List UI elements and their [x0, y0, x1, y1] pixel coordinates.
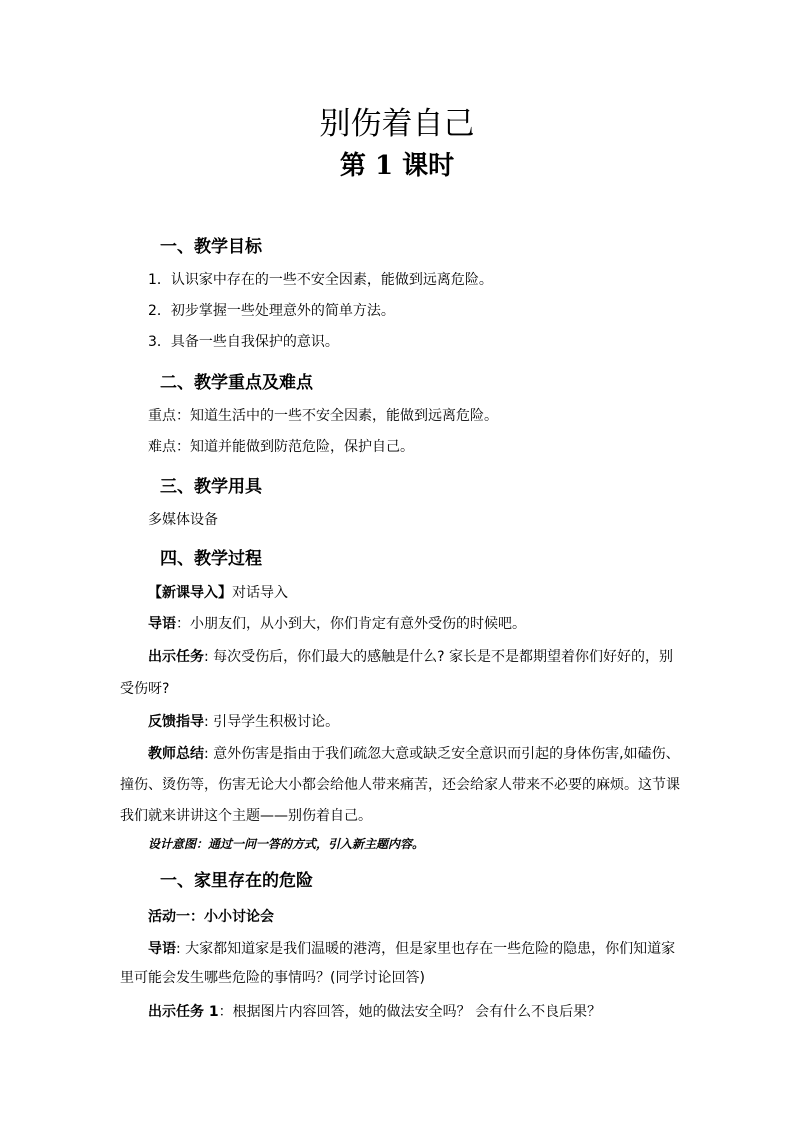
task-label: 出示任务	[148, 649, 204, 665]
part-heading-home-dangers: 一、家里存在的危险	[160, 871, 313, 891]
summary-text-1: : 意外伤害是指由于我们疏忽大意或缺乏安全意识而引起的身体伤害,如磕伤、	[204, 746, 680, 762]
part1-guide-line-1	[148, 938, 675, 958]
design-intent-note: 设计意图：通过一问一答的方式，引入新主题内容。	[148, 837, 425, 851]
objective-item-3: 3．具备一些自我保护的意识。	[148, 334, 339, 350]
task-text-1: : 每次受伤后，你们最大的感触是什么? 家长是不是都期望着你们好好的，别	[204, 649, 674, 665]
summary-label: 教师总结	[148, 746, 204, 762]
part1-guide-text-1: : 大家都知道家是我们温暖的港湾，但是家里也存在一些危险的隐患，你们知道家	[176, 941, 676, 957]
objective-item-1: 1．认识家中存在的一些不安全因素，能做到远离危险。	[148, 272, 493, 288]
summary-line-1	[148, 743, 680, 763]
feedback-label: 反馈指导	[148, 714, 204, 730]
intro-line	[148, 582, 288, 602]
feedback-text: : 引导学生积极讨论。	[204, 714, 340, 730]
part1-guide-line-2: 里可能会发生哪些危险的事情吗？(同学讨论回答)	[120, 970, 425, 986]
document-title: 别伤着自己	[319, 106, 475, 142]
key-point-text: 重点：知道生活中的一些不安全因素，能做到远离危险。	[148, 408, 498, 424]
section-heading-tools: 三、教学用具	[160, 477, 262, 497]
task1-label: 出示任务 1	[148, 1004, 219, 1020]
summary-line-2: 撞伤、烫伤等，伤害无论大小都会给他人带来痛苦，还会给家人带来不必要的麻烦。这节课	[120, 777, 680, 793]
guide-line	[148, 613, 526, 633]
intro-text: 对话导入	[232, 585, 288, 601]
section-heading-process: 四、教学过程	[160, 549, 262, 569]
intro-label: 【新课导入】	[148, 585, 232, 601]
guide-label: 导语	[148, 616, 176, 632]
task-line-1	[148, 646, 673, 666]
tools-text: 多媒体设备	[148, 512, 218, 528]
section-heading-key-points: 二、教学重点及难点	[160, 373, 313, 393]
task1-line	[148, 1001, 601, 1021]
objective-item-2: 2．初步掌握一些处理意外的简单方法。	[148, 303, 395, 319]
part1-guide-label: 导语	[148, 941, 176, 957]
activity-label: 活动一：小小讨论会	[148, 909, 274, 925]
section-heading-objectives: 一、教学目标	[160, 237, 262, 257]
difficult-point-text: 难点：知道并能做到防范危险，保护自己。	[148, 439, 414, 455]
task-line-2: 受伤呀?	[120, 681, 170, 697]
document-subtitle: 第 1 课时	[339, 151, 455, 181]
guide-text: ：小朋友们，从小到大，你们肯定有意外受伤的时候吧。	[176, 616, 526, 632]
feedback-line	[148, 711, 339, 731]
summary-line-3: 我们就来讲讲这个主题——别伤着自己。	[120, 808, 372, 824]
task1-text: ：根据图片内容回答，她的做法安全吗？ 会有什么不良后果？	[218, 1004, 602, 1020]
